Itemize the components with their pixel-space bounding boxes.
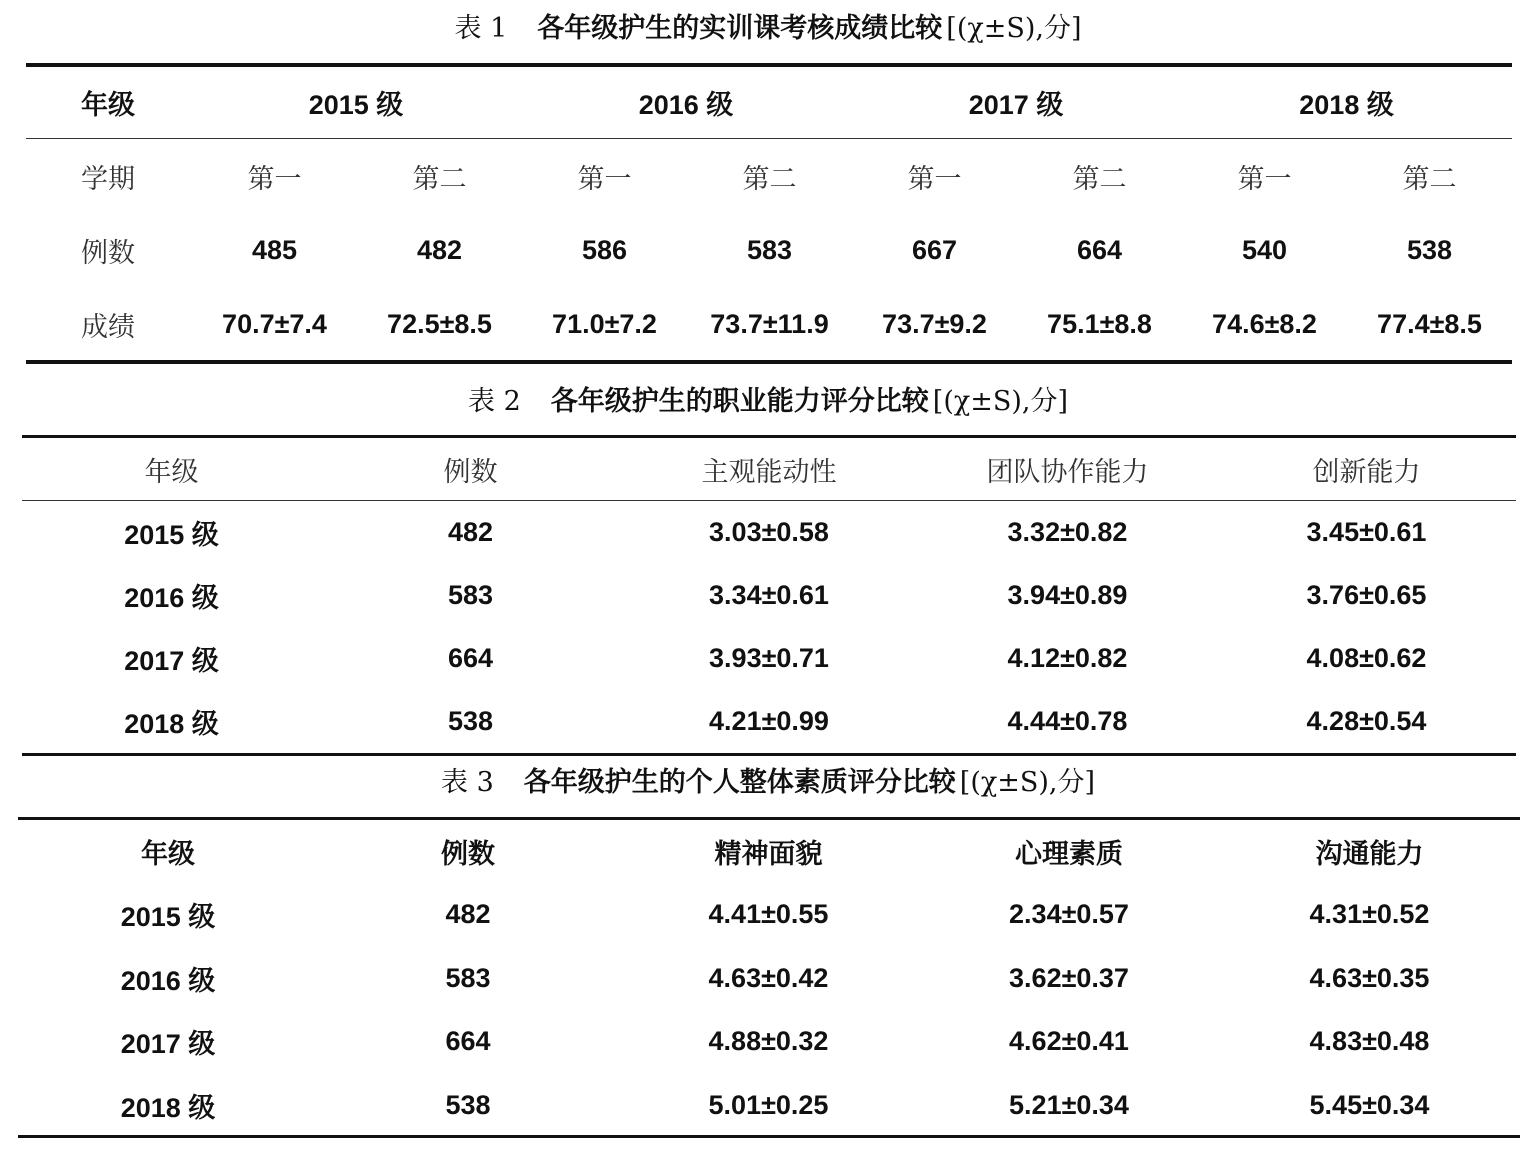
table2-cell: 664 — [447, 643, 494, 673]
table3-cell: 4.83±0.48 — [1309, 1026, 1430, 1056]
table3-cell: 5.45±0.34 — [1309, 1089, 1430, 1120]
table-row — [22, 690, 1516, 753]
table1-score-row — [26, 287, 1512, 361]
table1-caption-number: 表 1 — [454, 13, 508, 44]
table3-header-cell: 沟通能力 — [1315, 839, 1424, 870]
table1-score-cell: 73.7±11.9 — [710, 308, 829, 339]
table3-cell: 664 — [445, 1026, 491, 1056]
table1-count-cell: 538 — [1406, 234, 1453, 265]
table1-grade-header: 2016 级 — [638, 90, 734, 120]
table3-cell: 4.41±0.55 — [708, 899, 829, 929]
table1-term-cell: 第一 — [907, 163, 962, 195]
table2-cell: 538 — [447, 706, 494, 736]
table1-term-cell: 第一 — [1237, 163, 1292, 195]
table2-header-cell: 年级 — [144, 456, 199, 488]
table2-caption-title: 各年级护生的职业能力评分比较 — [550, 386, 929, 417]
table2-header-cell: 主观能动性 — [701, 456, 837, 488]
table1-grade-header: 2015 级 — [308, 90, 404, 120]
table1-grade-row — [26, 67, 1512, 138]
table1-term-cell: 第二 — [742, 163, 797, 195]
table3-cell: 2018 级 — [120, 1092, 216, 1123]
table1-count-cell: 482 — [416, 234, 463, 265]
table1-term-cell: 第二 — [1072, 163, 1127, 195]
table2-cell: 2015 级 — [124, 520, 219, 550]
table3-cell: 538 — [445, 1089, 491, 1120]
table2-cell: 2017 级 — [124, 646, 219, 676]
table2-header-cell: 团队协作能力 — [986, 456, 1149, 488]
table3-header-row — [18, 820, 1520, 883]
table2-caption-number: 表 2 — [468, 386, 521, 417]
table1-caption-title: 各年级护生的实训课考核成绩比较 — [537, 13, 943, 44]
table1-count-cell: 540 — [1241, 234, 1288, 265]
table1-term-cell: 第二 — [412, 163, 467, 195]
table-row — [18, 1073, 1520, 1137]
table2-cell: 4.21±0.99 — [709, 706, 829, 736]
table1-term-cell: 第一 — [577, 163, 632, 195]
table1-score-label: 成绩 — [81, 311, 135, 343]
table1-count-label: 例数 — [81, 237, 135, 269]
table1-score-cell: 72.5±8.5 — [387, 308, 492, 339]
table1-count-row — [26, 213, 1512, 287]
table1-count-cell: 583 — [746, 234, 793, 265]
table1-count-cell: 664 — [1076, 234, 1123, 265]
table-row — [22, 501, 1516, 564]
table2-cell: 4.08±0.62 — [1306, 643, 1427, 673]
table1-grade-header: 2018 级 — [1299, 90, 1394, 120]
table3-cell: 4.31±0.52 — [1309, 899, 1430, 929]
table1-bottom-rule — [26, 360, 1512, 364]
table3-caption-number: 表 3 — [441, 767, 494, 798]
table1-score-cell: 75.1±8.8 — [1047, 308, 1152, 339]
table3-caption-unit: [(χ±S),分] — [959, 767, 1095, 798]
table3-cell: 2015 级 — [120, 902, 216, 932]
table3-caption — [0, 760, 1536, 799]
table3-bottom-rule — [18, 1135, 1520, 1138]
table2-cell: 3.93±0.71 — [709, 643, 829, 673]
table1-term-row — [26, 139, 1512, 213]
table-row — [18, 946, 1520, 1010]
table1-caption — [0, 6, 1536, 45]
table2-cell: 4.44±0.78 — [1007, 706, 1128, 736]
table2-cell: 583 — [447, 580, 494, 610]
table2-cell: 3.76±0.65 — [1306, 580, 1427, 610]
table1-count-cell: 586 — [581, 234, 628, 265]
table3-header-cell: 年级 — [141, 839, 195, 870]
table3-cell: 5.01±0.25 — [708, 1089, 829, 1120]
table2-cell: 482 — [447, 517, 494, 547]
table3-cell: 4.63±0.42 — [708, 962, 829, 993]
table2-header-cell: 创新能力 — [1312, 456, 1421, 488]
table-row — [18, 1010, 1520, 1073]
table2-cell: 2016 级 — [124, 583, 219, 613]
table1-score-cell: 77.4±8.5 — [1377, 308, 1482, 339]
table3-header-cell: 心理素质 — [1015, 839, 1123, 870]
table3-cell: 2017 级 — [120, 1029, 216, 1059]
table3 — [18, 820, 1520, 1137]
table1-term-label: 学期 — [81, 163, 135, 195]
table1-term-cell: 第二 — [1402, 163, 1457, 195]
table1-term-cell: 第一 — [247, 163, 302, 195]
table3-header-cell: 精神面貌 — [714, 839, 823, 870]
table1-score-cell: 70.7±7.4 — [222, 308, 327, 339]
table3-cell: 2.34±0.57 — [1009, 899, 1129, 929]
table3-cell: 4.63±0.35 — [1309, 962, 1430, 993]
table2-header-row — [22, 438, 1516, 500]
table1-grade-label: 年级 — [81, 90, 135, 121]
table2-body — [22, 501, 1516, 753]
table2-bottom-rule — [22, 753, 1516, 756]
table3-header-cell: 例数 — [441, 839, 495, 870]
table2-header-cell: 例数 — [443, 456, 498, 488]
table1-grade-header: 2017 级 — [968, 90, 1064, 120]
table-row — [18, 883, 1520, 946]
table2-cell: 3.94±0.89 — [1007, 580, 1128, 610]
table2-caption — [0, 379, 1536, 418]
table1-score-cell: 71.0±7.2 — [552, 308, 657, 339]
table2-cell: 3.03±0.58 — [709, 517, 829, 547]
table3-cell: 5.21±0.34 — [1009, 1089, 1129, 1120]
table-row — [22, 627, 1516, 690]
table3-cell: 2016 级 — [120, 965, 216, 996]
table1-body — [26, 139, 1512, 361]
table3-cell: 482 — [445, 899, 491, 929]
table2-cell: 4.12±0.82 — [1007, 643, 1128, 673]
table3-caption-title: 各年级护生的个人整体素质评分比较 — [523, 767, 956, 798]
table1-count-cell: 667 — [911, 234, 958, 265]
table3-cell: 3.62±0.37 — [1009, 962, 1129, 993]
table2-cell: 3.32±0.82 — [1007, 517, 1128, 547]
table1-count-cell: 485 — [251, 234, 298, 265]
table3-cell: 4.88±0.32 — [708, 1026, 829, 1056]
table2-cell: 4.28±0.54 — [1306, 706, 1427, 736]
table1 — [26, 67, 1512, 138]
table3-cell: 4.62±0.41 — [1009, 1026, 1129, 1056]
table2-caption-unit: [(χ±S),分] — [932, 386, 1068, 417]
table1-score-cell: 73.7±9.2 — [882, 308, 987, 339]
table3-cell: 583 — [445, 962, 491, 993]
table2-cell: 2018 级 — [124, 709, 219, 739]
table1-score-cell: 74.6±8.2 — [1212, 308, 1317, 339]
table2 — [22, 438, 1516, 500]
table2-cell: 3.45±0.61 — [1306, 517, 1427, 547]
table1-caption-unit: [(χ±S),分] — [946, 13, 1082, 44]
table-row — [22, 564, 1516, 627]
table2-cell: 3.34±0.61 — [709, 580, 829, 610]
